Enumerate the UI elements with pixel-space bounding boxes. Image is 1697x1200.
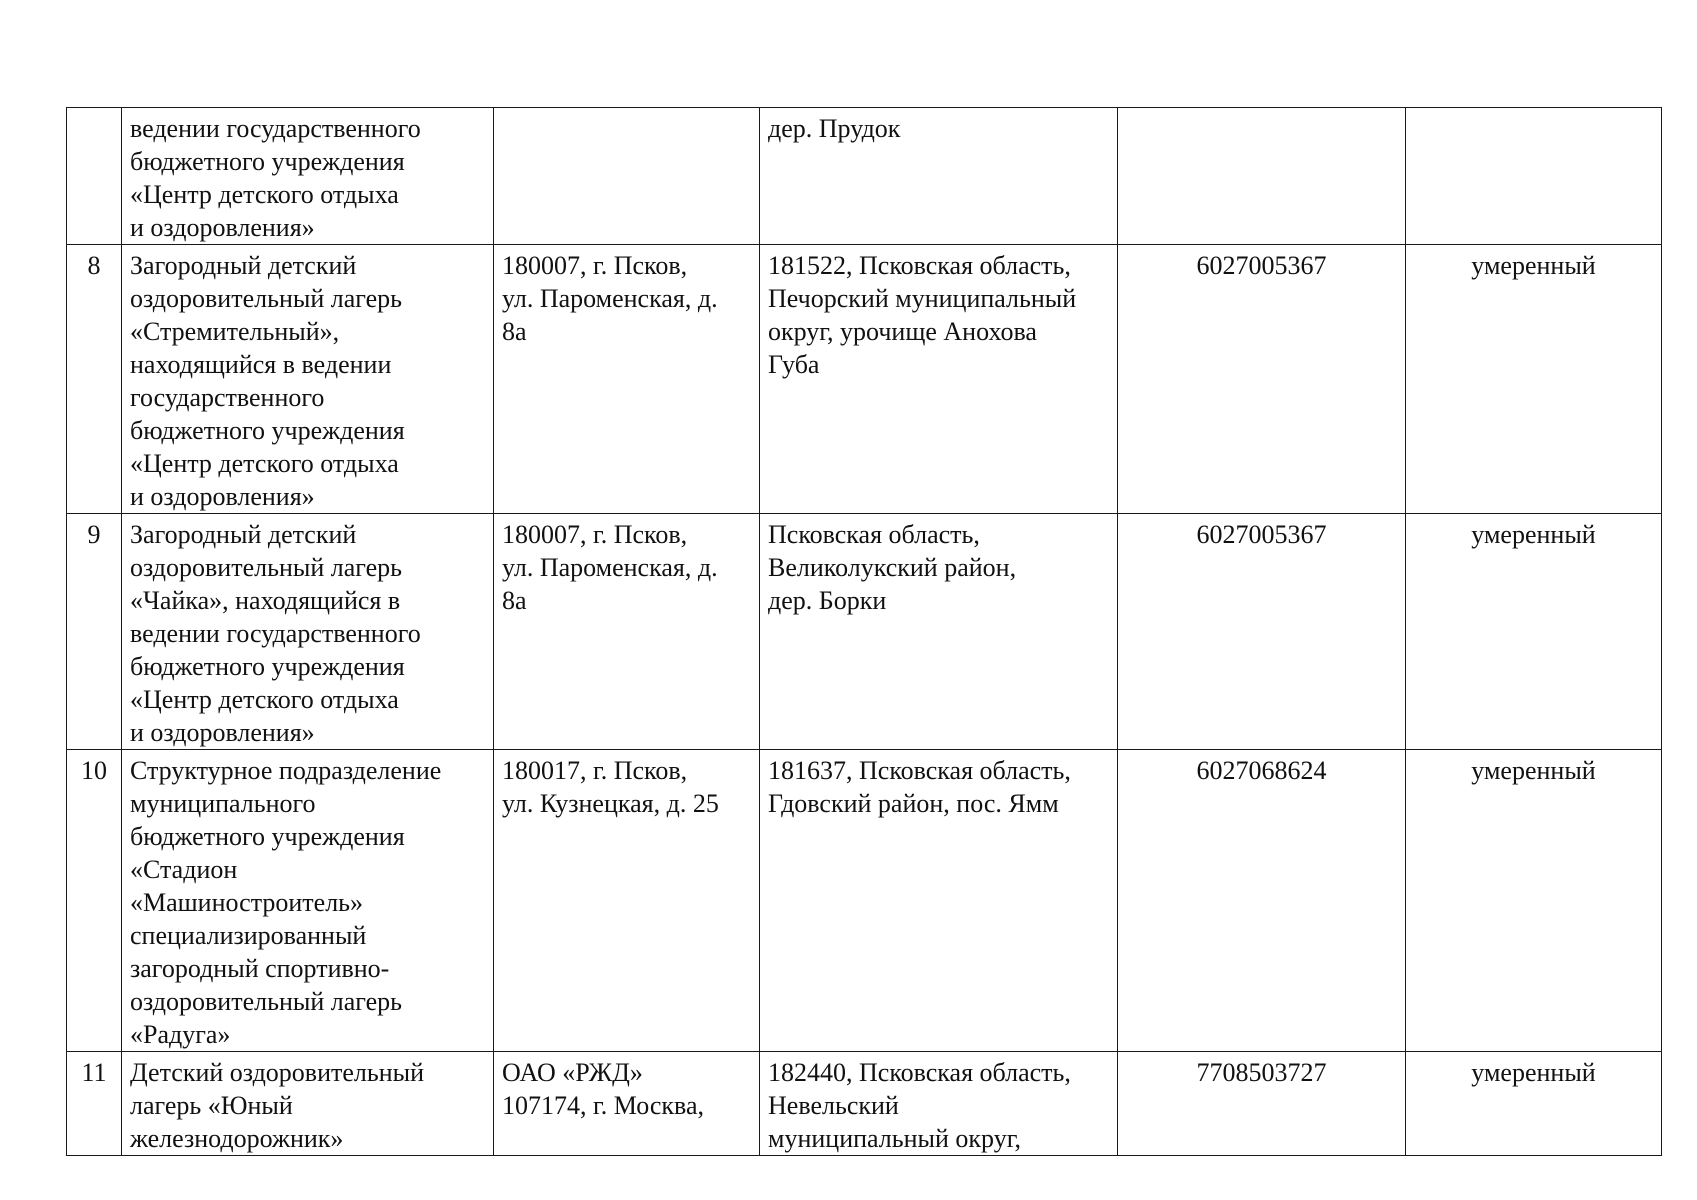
inn-cell: 6027068624 bbox=[1118, 750, 1406, 1052]
legal-address-cell bbox=[494, 514, 760, 750]
legal-address-cell-line: 180007, г. Псков, bbox=[502, 251, 688, 280]
location-cell-line: 182440, Псковская область, bbox=[768, 1058, 1071, 1087]
organization-name-cell-line: специализированный bbox=[130, 921, 367, 950]
organization-name-cell-line: Структурное подразделение bbox=[130, 756, 442, 785]
organization-name-cell-line: государственного bbox=[130, 383, 325, 412]
legal-address-cell bbox=[494, 1052, 760, 1156]
organization-name-cell-line: оздоровительный лагерь bbox=[130, 284, 402, 313]
location-cell-line: Гдовский район, пос. Ямм bbox=[768, 789, 1059, 818]
location-cell bbox=[760, 108, 1118, 245]
organization-name-cell bbox=[122, 514, 494, 750]
organization-name-cell bbox=[122, 750, 494, 1052]
organization-name-cell-line: бюджетного учреждения bbox=[130, 416, 405, 445]
table-body bbox=[67, 108, 1662, 1156]
organization-name-cell-line: и оздоровления» bbox=[130, 213, 315, 242]
location-cell bbox=[760, 1052, 1118, 1156]
location-cell-line: Великолукский район, bbox=[768, 553, 1017, 582]
location-cell-line: Печорский муниципальный bbox=[768, 284, 1077, 313]
organization-name-cell-line: «Центр детского отдыха bbox=[130, 685, 399, 714]
legal-address-cell-line: ул. Пароменская, д. bbox=[502, 284, 718, 313]
organization-name-cell-line: ведении государственного bbox=[130, 619, 421, 648]
legal-address-cell-line: 180007, г. Псков, bbox=[502, 520, 688, 549]
location-cell-line: 181637, Псковская область, bbox=[768, 756, 1071, 785]
risk-category-cell: умеренный bbox=[1406, 1052, 1662, 1156]
organization-name-cell-line: загородный спортивно- bbox=[130, 954, 390, 983]
table-row bbox=[67, 1052, 1662, 1156]
table-row bbox=[67, 245, 1662, 514]
organization-name-cell-line: «Чайка», находящийся в bbox=[130, 586, 401, 615]
camps-table bbox=[66, 107, 1662, 1156]
organization-name-cell-line: «Центр детского отдыха bbox=[130, 180, 399, 209]
organization-name-cell-line: лагерь «Юный bbox=[130, 1091, 293, 1120]
table-row bbox=[67, 514, 1662, 750]
location-cell-line: 181522, Псковская область, bbox=[768, 251, 1071, 280]
inn-cell: 6027005367 bbox=[1118, 245, 1406, 514]
legal-address-cell-line: ОАО «РЖД» bbox=[502, 1058, 643, 1087]
location-cell bbox=[760, 750, 1118, 1052]
organization-name-cell bbox=[122, 108, 494, 245]
legal-address-cell-line: 107174, г. Москва, bbox=[502, 1091, 704, 1120]
organization-name-cell-line: и оздоровления» bbox=[130, 718, 315, 747]
organization-name-cell-line: Загородный детский bbox=[130, 251, 357, 280]
organization-name-cell-line: бюджетного учреждения bbox=[130, 652, 405, 681]
organization-name-cell bbox=[122, 1052, 494, 1156]
organization-name-cell-line: оздоровительный лагерь bbox=[130, 987, 402, 1016]
organization-name-cell-line: Загородный детский bbox=[130, 520, 357, 549]
risk-category-cell bbox=[1406, 108, 1662, 245]
location-cell-line: округ, урочище Анохова bbox=[768, 317, 1037, 346]
location-cell bbox=[760, 514, 1118, 750]
row-number-cell: 9 bbox=[67, 514, 122, 750]
location-cell-line: муниципальный округ, bbox=[768, 1124, 1021, 1153]
organization-name-cell-line: находящийся в ведении bbox=[130, 350, 392, 379]
row-number-cell: 11 bbox=[67, 1052, 122, 1156]
organization-name-cell-line: Детский оздоровительный bbox=[130, 1058, 425, 1087]
row-number-cell: 10 bbox=[67, 750, 122, 1052]
organization-name-cell-line: «Стадион bbox=[130, 855, 238, 884]
legal-address-cell bbox=[494, 108, 760, 245]
table-row bbox=[67, 750, 1662, 1052]
organization-name-cell-line: оздоровительный лагерь bbox=[130, 553, 402, 582]
location-cell-line: дер. Борки bbox=[768, 586, 887, 615]
legal-address-cell-line: ул. Кузнецкая, д. 25 bbox=[502, 789, 719, 818]
legal-address-cell bbox=[494, 245, 760, 514]
location-cell bbox=[760, 245, 1118, 514]
legal-address-cell-line: ул. Пароменская, д. bbox=[502, 553, 718, 582]
organization-name-cell-line: муниципального bbox=[130, 789, 316, 818]
organization-name-cell-line: бюджетного учреждения bbox=[130, 147, 405, 176]
organization-name-cell-line: и оздоровления» bbox=[130, 482, 315, 511]
organization-name-cell bbox=[122, 245, 494, 514]
risk-category-cell: умеренный bbox=[1406, 245, 1662, 514]
inn-cell bbox=[1118, 108, 1406, 245]
location-cell-line: дер. Прудок bbox=[768, 114, 901, 143]
location-cell-line: Губа bbox=[768, 350, 820, 379]
organization-name-cell-line: «Машиностроитель» bbox=[130, 888, 364, 917]
legal-address-cell bbox=[494, 750, 760, 1052]
inn-cell: 6027005367 bbox=[1118, 514, 1406, 750]
inn-cell: 7708503727 bbox=[1118, 1052, 1406, 1156]
organization-name-cell-line: бюджетного учреждения bbox=[130, 822, 405, 851]
row-number-cell: 8 bbox=[67, 245, 122, 514]
risk-category-cell: умеренный bbox=[1406, 750, 1662, 1052]
organization-name-cell-line: «Радуга» bbox=[130, 1020, 231, 1049]
row-number-cell bbox=[67, 108, 122, 245]
legal-address-cell-line: 8а bbox=[502, 317, 527, 346]
legal-address-cell-line: 180017, г. Псков, bbox=[502, 756, 688, 785]
organization-name-cell-line: «Стремительный», bbox=[130, 317, 340, 346]
risk-category-cell: умеренный bbox=[1406, 514, 1662, 750]
organization-name-cell-line: железнодорожник» bbox=[130, 1124, 344, 1153]
location-cell-line: Невельский bbox=[768, 1091, 899, 1120]
legal-address-cell-line: 8а bbox=[502, 586, 527, 615]
organization-name-cell-line: ведении государственного bbox=[130, 114, 421, 143]
table-row bbox=[67, 108, 1662, 245]
location-cell-line: Псковская область, bbox=[768, 520, 980, 549]
organization-name-cell-line: «Центр детского отдыха bbox=[130, 449, 399, 478]
